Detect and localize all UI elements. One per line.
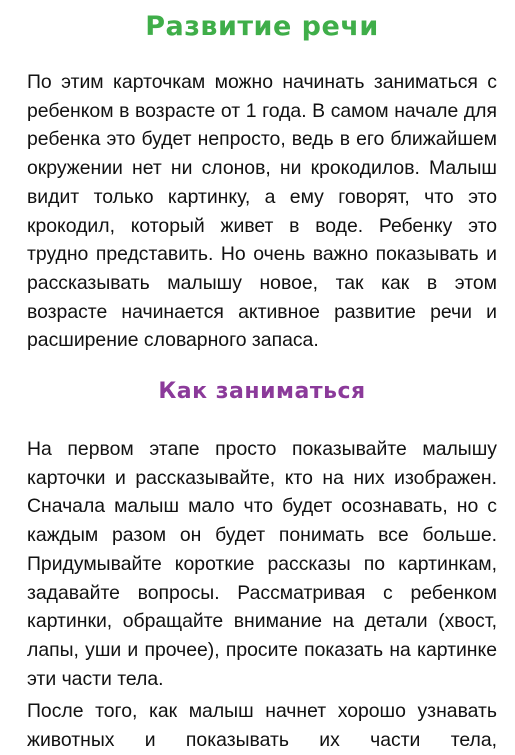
paragraph-how-to-practice-1: На первом этапе просто показывайте малышу карточки и рассказывайте, кто на них изображен. Сначала малыш мало что будет осознавать, но с каждым разом он будет понимать все больше. Придумывайте короткие рассказы по картинкам, задавайте вопросы. Рассматривая с ребенком картинки, обращайте внимание на детали (хвост, лапы, уши и прочее), просите показать на картинке эти части тела. — [27, 438, 497, 690]
paragraph-speech-development: По этим карточкам можно начинать заниматься с ребенком в возрасте от 1 года. В самом начале для ребенка это будет непросто, ведь в его ближайшем окружении нет ни слонов, ни крокодилов. Малыш видит только картинку, а ему говорят, что это крокодил, который живет в воде. Ребенку это трудно представить. Но очень важно показывать и рассказывать малышу новое, так как в этом возрасте начинается активное развитие речи и расширение словарного запаса. — [27, 71, 497, 352]
section-title-how-to-practice: Как заниматься — [158, 379, 366, 405]
page — [27, 0, 497, 755]
paragraph-how-to-practice-2: После того, как малыш начнет хорошо узнавать животных и показывать их части тела, — [27, 700, 497, 752]
section-title-speech-development: Развитие речи — [145, 11, 379, 42]
